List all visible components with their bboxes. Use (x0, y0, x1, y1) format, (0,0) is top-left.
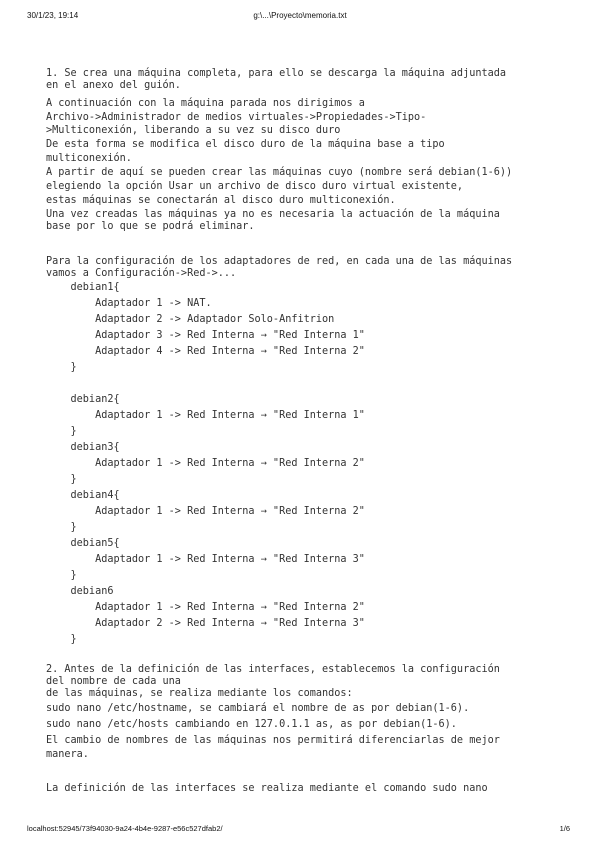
code-line: Adaptador 1 -> Red Interna → "Red Interna 1" (46, 410, 365, 422)
code-line (46, 376, 566, 392)
network-config-block (46, 280, 566, 648)
text-line: La definición de las interfaces se realiza mediante el comando sudo nano (46, 782, 488, 794)
page-number: 1/6 (559, 824, 570, 833)
print-url: localhost:52945/73f94030-9a24-4b4e-9287-e56c527dfab2/ (27, 824, 223, 833)
text-line: sudo nano /etc/hosts cambiando en 127.0.1.1 as, as por debian(1-6). (46, 718, 457, 730)
text-line: elegiendo la opción Usar un archivo de disco duro virtual existente, (46, 181, 464, 193)
code-line: } (46, 522, 77, 534)
text-line: base por lo que se podrá eliminar. (46, 221, 255, 233)
paragraph-interfaces (46, 783, 566, 795)
print-file-path: g:\...\Proyecto\memoria.txt (253, 11, 347, 20)
code-line: } (46, 474, 77, 486)
text-line: multiconexión. (46, 152, 132, 164)
code-line: } (46, 426, 77, 438)
paragraph-multiconexion (46, 137, 566, 165)
code-line: debian1{ (46, 282, 120, 294)
text-line: Para la configuración de los adaptadores de red, en cada una de las máquinas (46, 255, 513, 267)
paragraph-adaptadores (46, 256, 566, 280)
code-line: Adaptador 1 -> Red Interna → "Red Interna 2" (46, 506, 365, 518)
text-line: estas máquinas se conectarán al disco duro multiconexión. (46, 195, 396, 207)
code-line: Adaptador 1 -> Red Interna → "Red Interna 3" (46, 554, 365, 566)
code-line: } (46, 570, 77, 582)
text-line: Archivo->Administrador de medios virtuales->Propiedades->Tipo- (46, 112, 427, 124)
code-line: Adaptador 1 -> NAT. (46, 298, 212, 310)
print-datetime: 30/1/23, 19:14 (27, 11, 79, 20)
text-line: 1. Se crea una máquina completa, para ello se descarga la máquina adjuntada (46, 68, 507, 79)
code-line: debian2{ (46, 394, 120, 406)
document-body (46, 68, 566, 795)
text-line: El cambio de nombres de las máquinas nos permitirá diferenciarlas de mejor (46, 734, 500, 746)
code-line: debian5{ (46, 538, 120, 550)
paragraph-crear-maquinas (46, 165, 566, 234)
text-line: A continuación con la máquina parada nos dirigimos a (46, 98, 365, 110)
text-line: A partir de aquí se pueden crear las máquinas cuyo (nombre será debian(1-6)) (46, 167, 513, 179)
paragraph-archivo-path (46, 96, 566, 136)
text-line: vamos a Configuración->Red->... (46, 267, 237, 279)
code-line: debian3{ (46, 442, 120, 454)
text-line: >Multiconexión, liberando a su vez su disco duro (46, 124, 341, 136)
paragraph-step-2 (46, 664, 566, 761)
code-line: Adaptador 2 -> Adaptador Solo-Anfitrion (46, 314, 335, 326)
text-line: de las máquinas, se realiza mediante los comandos: (46, 688, 353, 700)
text-line: manera. (46, 748, 89, 760)
paragraph-step-1 (46, 68, 566, 92)
code-line: Adaptador 1 -> Red Interna → "Red Interna 2" (46, 458, 365, 470)
code-line: } (46, 362, 77, 374)
code-line: Adaptador 3 -> Red Interna → "Red Interna 1" (46, 330, 365, 342)
code-line: Adaptador 1 -> Red Interna → "Red Interna 2" (46, 602, 365, 614)
text-line: del nombre de cada una (46, 676, 181, 688)
code-line: Adaptador 4 -> Red Interna → "Red Interna 2" (46, 346, 365, 358)
text-line: en el anexo del guión. (46, 80, 181, 92)
text-line: 2. Antes de la definición de las interfaces, establecemos la configuración (46, 664, 500, 676)
code-line: } (46, 634, 77, 646)
code-line: debian4{ (46, 490, 120, 502)
code-line: Adaptador 2 -> Red Interna → "Red Interna 3" (46, 618, 365, 630)
code-line: debian6 (46, 586, 114, 598)
text-line: sudo nano /etc/hostname, se cambiará el nombre de as por debian(1-6). (46, 702, 470, 714)
text-line: De esta forma se modifica el disco duro de la máquina base a tipo (46, 138, 445, 150)
text-line: Una vez creadas las máquinas ya no es necesaria la actuación de la máquina (46, 209, 500, 221)
